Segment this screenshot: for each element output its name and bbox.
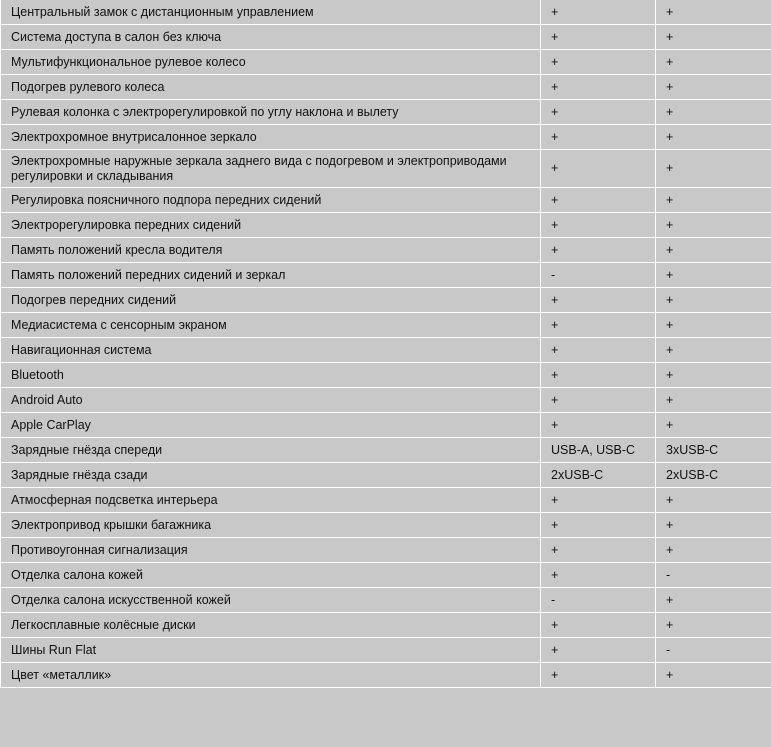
trim-b-value-cell: + xyxy=(656,0,771,25)
table-row xyxy=(1,513,771,538)
feature-cell: Атмосферная подсветка интерьера xyxy=(1,488,541,513)
trim-a-value-cell: + xyxy=(541,663,656,688)
feature-cell: Центральный замок с дистанционным управлением xyxy=(1,0,541,25)
trim-a-value-cell: + xyxy=(541,0,656,25)
feature-cell: Зарядные гнёзда сзади xyxy=(1,463,541,488)
trim-b-value-cell: + xyxy=(656,238,771,263)
trim-a-value-cell: + xyxy=(541,338,656,363)
table-row xyxy=(1,125,771,150)
feature-cell: Легкосплавные колёсные диски xyxy=(1,613,541,638)
table-row xyxy=(1,213,771,238)
trim-a-value-cell: + xyxy=(541,563,656,588)
trim-a-value-cell: + xyxy=(541,413,656,438)
table-row xyxy=(1,100,771,125)
trim-b-value-cell: + xyxy=(656,188,771,213)
trim-a-value-cell: - xyxy=(541,263,656,288)
table-row xyxy=(1,538,771,563)
table-row xyxy=(1,588,771,613)
feature-cell: Зарядные гнёзда спереди xyxy=(1,438,541,463)
trim-b-value-cell: + xyxy=(656,213,771,238)
table-row xyxy=(1,288,771,313)
trim-b-value-cell: 3xUSB-C xyxy=(656,438,771,463)
feature-cell: Противоугонная сигнализация xyxy=(1,538,541,563)
trim-a-value-cell: + xyxy=(541,238,656,263)
trim-b-value-cell: 2xUSB-C xyxy=(656,463,771,488)
trim-b-value-cell: - xyxy=(656,563,771,588)
feature-cell: Мультифункциональное рулевое колесо xyxy=(1,50,541,75)
trim-a-value-cell: + xyxy=(541,613,656,638)
table-row xyxy=(1,0,771,25)
table-row xyxy=(1,313,771,338)
trim-a-value-cell: + xyxy=(541,538,656,563)
trim-a-value-cell: + xyxy=(541,313,656,338)
feature-cell: Регулировка поясничного подпора передних сидений xyxy=(1,188,541,213)
table-row xyxy=(1,188,771,213)
feature-cell: Подогрев рулевого колеса xyxy=(1,75,541,100)
table-row xyxy=(1,563,771,588)
feature-cell: Подогрев передних сидений xyxy=(1,288,541,313)
trim-b-value-cell: + xyxy=(656,150,771,188)
feature-cell: Навигационная система xyxy=(1,338,541,363)
table-row xyxy=(1,663,771,688)
trim-a-value-cell: + xyxy=(541,188,656,213)
trim-b-value-cell: + xyxy=(656,413,771,438)
trim-b-value-cell: + xyxy=(656,388,771,413)
trim-a-value-cell: + xyxy=(541,488,656,513)
trim-b-value-cell: + xyxy=(656,538,771,563)
feature-cell: Рулевая колонка с электрорегулировкой по углу наклона и вылету xyxy=(1,100,541,125)
feature-cell: Отделка салона кожей xyxy=(1,563,541,588)
feature-cell: Медиасистема с сенсорным экраном xyxy=(1,313,541,338)
table-row xyxy=(1,388,771,413)
trim-b-value-cell: + xyxy=(656,363,771,388)
trim-a-value-cell: + xyxy=(541,50,656,75)
trim-a-value-cell: + xyxy=(541,150,656,188)
feature-cell: Электропривод крышки багажника xyxy=(1,513,541,538)
feature-cell: Цвет «металлик» xyxy=(1,663,541,688)
table-row xyxy=(1,413,771,438)
trim-a-value-cell: + xyxy=(541,638,656,663)
table-row xyxy=(1,363,771,388)
trim-a-value-cell: + xyxy=(541,388,656,413)
table-row xyxy=(1,338,771,363)
trim-a-value-cell: + xyxy=(541,288,656,313)
table-row xyxy=(1,75,771,100)
trim-a-value-cell: + xyxy=(541,125,656,150)
table-row xyxy=(1,50,771,75)
feature-cell: Android Auto xyxy=(1,388,541,413)
trim-a-value-cell: + xyxy=(541,213,656,238)
trim-a-value-cell: + xyxy=(541,75,656,100)
trim-a-value-cell: + xyxy=(541,100,656,125)
table-row xyxy=(1,488,771,513)
trim-b-value-cell: + xyxy=(656,25,771,50)
trim-b-value-cell: + xyxy=(656,313,771,338)
trim-b-value-cell: + xyxy=(656,75,771,100)
feature-cell: Память положений передних сидений и зеркал xyxy=(1,263,541,288)
trim-b-value-cell: + xyxy=(656,263,771,288)
table-row xyxy=(1,238,771,263)
trim-a-value-cell: + xyxy=(541,513,656,538)
trim-b-value-cell: + xyxy=(656,663,771,688)
table-row xyxy=(1,613,771,638)
feature-cell: Шины Run Flat xyxy=(1,638,541,663)
table-row xyxy=(1,263,771,288)
table-row xyxy=(1,438,771,463)
trim-a-value-cell: + xyxy=(541,363,656,388)
trim-b-value-cell: + xyxy=(656,288,771,313)
feature-cell: Электрохромные наружные зеркала заднего вида с подогревом и электроприводами регулировки и складывания xyxy=(1,150,541,188)
trim-b-value-cell: + xyxy=(656,50,771,75)
trim-a-value-cell: + xyxy=(541,25,656,50)
trim-a-value-cell: - xyxy=(541,588,656,613)
table-row xyxy=(1,150,771,188)
feature-cell: Apple CarPlay xyxy=(1,413,541,438)
feature-cell: Bluetooth xyxy=(1,363,541,388)
trim-b-value-cell: + xyxy=(656,488,771,513)
trim-a-value-cell: 2xUSB-C xyxy=(541,463,656,488)
trim-b-value-cell: + xyxy=(656,588,771,613)
table-row xyxy=(1,25,771,50)
feature-cell: Система доступа в салон без ключа xyxy=(1,25,541,50)
table-row xyxy=(1,463,771,488)
feature-cell: Электрорегулировка передних сидений xyxy=(1,213,541,238)
trim-b-value-cell: + xyxy=(656,100,771,125)
table-row xyxy=(1,638,771,663)
equipment-table-body xyxy=(1,0,771,688)
trim-a-value-cell: USB-A, USB-C xyxy=(541,438,656,463)
feature-cell: Электрохромное внутрисалонное зеркало xyxy=(1,125,541,150)
trim-b-value-cell: + xyxy=(656,338,771,363)
trim-b-value-cell: - xyxy=(656,638,771,663)
trim-b-value-cell: + xyxy=(656,125,771,150)
trim-b-value-cell: + xyxy=(656,613,771,638)
feature-cell: Отделка салона искусственной кожей xyxy=(1,588,541,613)
feature-cell: Память положений кресла водителя xyxy=(1,238,541,263)
trim-b-value-cell: + xyxy=(656,513,771,538)
